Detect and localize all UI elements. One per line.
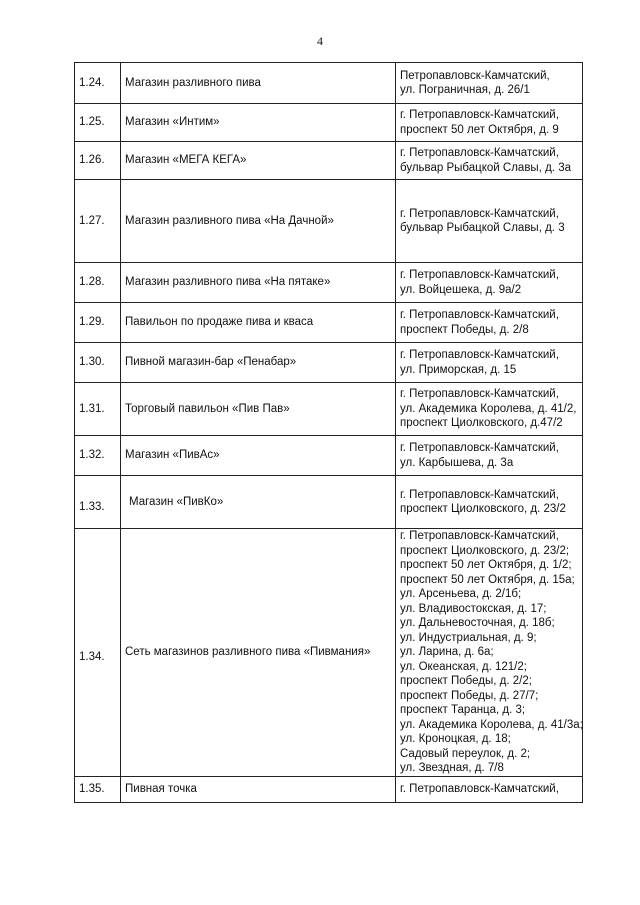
table-row	[75, 343, 583, 383]
row-number: 1.34.	[75, 529, 121, 777]
table-row	[75, 142, 583, 180]
address-line: проспект Циолковского, д. 23/2	[400, 503, 566, 515]
establishment-address	[396, 180, 583, 263]
address-line: г. Петропавловск-Камчатский,	[400, 109, 559, 121]
table-row	[75, 383, 583, 436]
address-line: г. Петропавловск-Камчатский,	[400, 309, 559, 321]
establishment-name: Пивной магазин-бар «Пенабар»	[121, 343, 396, 383]
address-line: ул. Академика Королева, д. 41/2,	[400, 402, 577, 415]
row-number: 1.30.	[75, 343, 121, 383]
row-number: 1.32.	[75, 436, 121, 476]
address-line: ул. Пограничная, д. 26/1	[400, 84, 530, 96]
address-line: ул. Дальневосточная, д. 18б;	[400, 617, 555, 629]
table-body	[75, 63, 583, 803]
row-number: 1.27.	[75, 180, 121, 263]
address-line: проспект 50 лет Октября, д. 1/2;	[400, 559, 572, 571]
table-row	[75, 436, 583, 476]
establishments-table	[74, 62, 583, 803]
establishment-address	[396, 776, 583, 802]
address-line: ул. Приморская, д. 15	[400, 363, 517, 376]
address-line: проспект Победы, д. 2/2;	[400, 675, 532, 687]
address-line: бульвар Рыбацкой Славы, д. 3	[400, 222, 565, 234]
establishment-name: Магазин разливного пива «На пятаке»	[121, 263, 396, 303]
row-number: 1.33.	[75, 476, 121, 529]
table-row	[75, 180, 583, 263]
row-number: 1.25.	[75, 104, 121, 142]
address-line: г. Петропавловск-Камчатский,	[400, 388, 559, 401]
row-number: 1.31.	[75, 383, 121, 436]
address-line: Садовый переулок, д. 2;	[400, 747, 531, 760]
establishment-address	[396, 436, 583, 476]
address-line: проспект 50 лет Октября, д. 15а;	[400, 573, 575, 586]
row-number: 1.28.	[75, 263, 121, 303]
establishment-address	[396, 383, 583, 436]
establishment-address	[396, 263, 583, 303]
establishment-address	[396, 476, 583, 529]
establishment-address	[396, 104, 583, 142]
address-line: ул. Академика Королева, д. 41/3а;	[400, 718, 583, 731]
establishment-name: Торговый павильон «Пив Пав»	[121, 383, 396, 436]
establishment-address	[396, 303, 583, 343]
address-line: Петропавловск-Камчатский,	[400, 69, 550, 82]
address-line: проспект Победы, д. 2/8	[400, 323, 529, 336]
establishment-name: Магазин «МЕГА КЕГА»	[121, 142, 396, 180]
address-line: г. Петропавловск-Камчатский,	[400, 442, 559, 454]
address-line: проспект 50 лет Октября, д. 9	[400, 123, 559, 136]
row-number: 1.24.	[75, 63, 121, 104]
establishment-name: Магазин «ПивКо»	[121, 476, 396, 529]
table-row	[75, 529, 583, 777]
address-line: проспект Циолковского, д. 23/2;	[400, 544, 570, 557]
address-line: г. Петропавловск-Камчатский,	[400, 488, 559, 501]
address-line: ул. Войцешека, д. 9а/2	[400, 283, 522, 296]
establishment-name: Павильон по продаже пива и кваса	[121, 303, 396, 343]
address-line: г. Петропавловск-Камчатский,	[400, 147, 559, 159]
establishment-name: Магазин разливного пива «На Дачной»	[121, 180, 396, 263]
page-number: 4	[317, 34, 323, 48]
row-number: 1.26.	[75, 142, 121, 180]
row-number: 1.29.	[75, 303, 121, 343]
establishment-name: Магазин «ПивАс»	[121, 436, 396, 476]
address-line: г. Петропавловск-Камчатский,	[400, 207, 559, 220]
row-number: 1.35.	[75, 776, 121, 802]
establishment-name: Сеть магазинов разливного пива «Пивмания»	[121, 529, 396, 777]
establishment-address	[396, 142, 583, 180]
address-line: бульвар Рыбацкой Славы, д. 3а	[400, 161, 571, 174]
establishment-name: Магазин разливного пива	[121, 63, 396, 104]
table-row	[75, 776, 583, 802]
address-line: г. Петропавловск-Камчатский,	[400, 349, 559, 361]
address-line: г. Петропавловск-Камчатский,	[400, 782, 559, 795]
address-line: ул. Звездная, д. 7/8	[400, 762, 504, 774]
address-line: проспект Таранца, д. 3;	[400, 704, 526, 716]
address-line: г. Петропавловск-Камчатский,	[400, 269, 559, 281]
address-line: ул. Карбышева, д. 3а	[400, 456, 514, 469]
address-line: ул. Ларина, д. 6а;	[400, 646, 494, 658]
table-row	[75, 263, 583, 303]
table-row	[75, 104, 583, 142]
establishment-address	[396, 63, 583, 104]
establishment-name: Магазин «Интим»	[121, 104, 396, 142]
table-row	[75, 63, 583, 104]
address-line: проспект Победы, д. 27/7;	[400, 689, 539, 702]
establishment-address	[396, 529, 583, 777]
address-line: ул. Владивостокская, д. 17;	[400, 602, 547, 615]
address-line: ул. Арсеньева, д. 2/1б;	[400, 588, 522, 600]
establishment-name: Пивная точка	[121, 776, 396, 802]
address-line: ул. Индустриальная, д. 9;	[400, 631, 537, 644]
address-line: ул. Океанская, д. 121/2;	[400, 660, 527, 673]
address-line: проспект Циолковского, д.47/2	[400, 417, 563, 430]
address-line: ул. Кроноцкая, д. 18;	[400, 733, 511, 745]
establishment-address	[396, 343, 583, 383]
table-row	[75, 476, 583, 529]
table-row	[75, 303, 583, 343]
address-line: г. Петропавловск-Камчатский,	[400, 530, 559, 542]
